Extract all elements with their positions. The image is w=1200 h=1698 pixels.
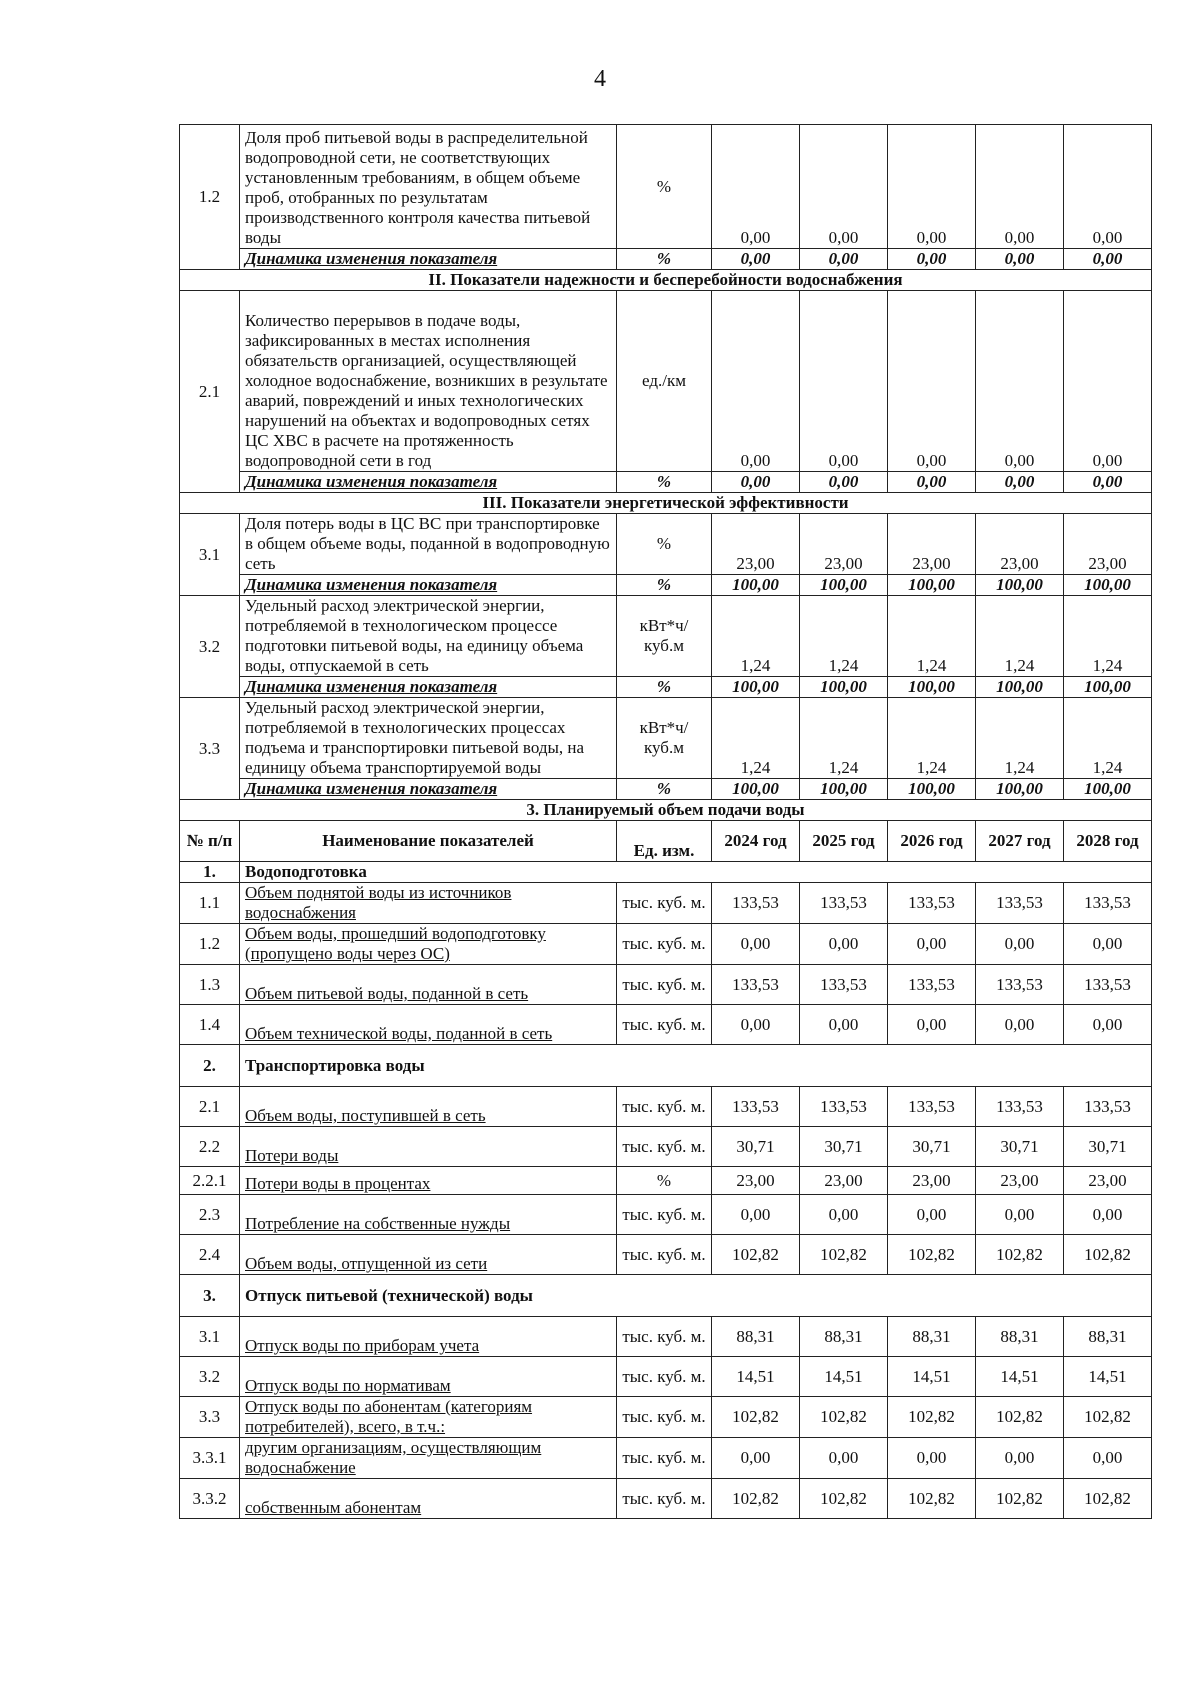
indicator-row (180, 698, 1152, 779)
volume-row (180, 1397, 1152, 1438)
row-name: другим организациям, осуществляющим водоснабжение (240, 1438, 617, 1479)
row-value: 0,00 (1064, 1438, 1152, 1479)
volume-row (180, 1479, 1152, 1519)
volume-row (180, 1127, 1152, 1167)
dynamics-value: 0,00 (712, 249, 800, 270)
dynamics-unit: % (617, 249, 712, 270)
row-value: 0,00 (888, 1438, 976, 1479)
indicator-name: Удельный расход электрической энергии, потребляемой в технологическом процессе подготовки питьевой воды, на единицу объема воды, отпускаемой в сеть (240, 596, 617, 677)
row-unit: тыс. куб. м. (617, 1479, 712, 1519)
row-unit: % (617, 1167, 712, 1195)
dynamics-row (180, 472, 1152, 493)
row-name: собственным абонентам (240, 1479, 617, 1519)
dynamics-unit: % (617, 677, 712, 698)
row-value: 30,71 (888, 1127, 976, 1167)
row-value: 133,53 (800, 965, 888, 1005)
header-name: Наименование показателей (240, 821, 617, 862)
row-value: 0,00 (1064, 1005, 1152, 1045)
group-name: Транспортировка воды (240, 1045, 1152, 1087)
section-title: III. Показатели энергетической эффективности (180, 493, 1152, 514)
section-title: 3. Планируемый объем подачи воды (180, 800, 1152, 821)
indicator-row (180, 596, 1152, 677)
dynamics-unit: % (617, 472, 712, 493)
header-year: 2028 год (1064, 821, 1152, 862)
row-value: 0,00 (976, 1195, 1064, 1235)
dynamics-value: 100,00 (800, 575, 888, 596)
indicator-number: 3.3 (180, 698, 240, 800)
row-value: 133,53 (888, 965, 976, 1005)
header-year: 2027 год (976, 821, 1064, 862)
dynamics-label: Динамика изменения показателя (240, 472, 617, 493)
indicator-number: 1.2 (180, 125, 240, 270)
dynamics-value: 100,00 (800, 677, 888, 698)
row-number: 2.3 (180, 1195, 240, 1235)
row-value: 23,00 (976, 1167, 1064, 1195)
row-value: 102,82 (1064, 1397, 1152, 1438)
row-value: 14,51 (976, 1357, 1064, 1397)
row-value: 88,31 (976, 1317, 1064, 1357)
row-value: 102,82 (888, 1479, 976, 1519)
indicator-unit: кВт*ч/ куб.м (617, 596, 712, 677)
row-name: Потери воды в процентах (240, 1167, 617, 1195)
indicator-value: 0,00 (976, 125, 1064, 249)
dynamics-value: 100,00 (712, 779, 800, 800)
dynamics-value: 0,00 (1064, 472, 1152, 493)
indicator-name: Доля проб питьевой воды в распределительной водопроводной сети, не соответствующих установленным требованиям, в общем объеме проб, отобранных по результатам производственного контроля качества питьевой воды (240, 125, 617, 249)
row-value: 23,00 (888, 1167, 976, 1195)
row-value: 30,71 (976, 1127, 1064, 1167)
indicator-value: 1,24 (888, 698, 976, 779)
row-value: 88,31 (800, 1317, 888, 1357)
row-unit: тыс. куб. м. (617, 924, 712, 965)
dynamics-value: 100,00 (1064, 779, 1152, 800)
indicator-name: Количество перерывов в подаче воды, зафиксированных в местах исполнения обязательств организацией, осуществляющей холодное водоснабжение, возникших в результате аварий, повреждений и иных технологических нарушений на объектах и водопроводных сетях ЦС ХВС в расчете на протяженность водопроводной сети в год (240, 291, 617, 472)
row-value: 133,53 (800, 1087, 888, 1127)
section-heading (180, 493, 1152, 514)
row-value: 88,31 (1064, 1317, 1152, 1357)
indicator-value: 1,24 (800, 698, 888, 779)
indicator-value: 23,00 (800, 514, 888, 575)
row-value: 102,82 (976, 1235, 1064, 1275)
row-unit: тыс. куб. м. (617, 883, 712, 924)
dynamics-unit: % (617, 779, 712, 800)
volume-row (180, 1167, 1152, 1195)
row-number: 3.1 (180, 1317, 240, 1357)
dynamics-row (180, 575, 1152, 596)
indicator-number: 2.1 (180, 291, 240, 493)
row-value: 133,53 (976, 883, 1064, 924)
row-name: Отпуск воды по абонентам (категориям потребителей), всего, в т.ч.: (240, 1397, 617, 1438)
header-unit: Ед. изм. (617, 821, 712, 862)
header-year: 2025 год (800, 821, 888, 862)
dynamics-unit: % (617, 575, 712, 596)
indicator-value: 1,24 (888, 596, 976, 677)
row-value: 0,00 (976, 1005, 1064, 1045)
row-value: 102,82 (976, 1397, 1064, 1438)
dynamics-value: 100,00 (712, 575, 800, 596)
row-value: 102,82 (712, 1235, 800, 1275)
indicator-value: 0,00 (976, 291, 1064, 472)
group-name: Отпуск питьевой (технической) воды (240, 1275, 1152, 1317)
row-value: 0,00 (712, 924, 800, 965)
row-number: 2.2.1 (180, 1167, 240, 1195)
row-value: 0,00 (800, 924, 888, 965)
row-value: 102,82 (1064, 1235, 1152, 1275)
indicator-value: 1,24 (976, 698, 1064, 779)
indicator-number: 3.2 (180, 596, 240, 698)
indicator-value: 0,00 (800, 125, 888, 249)
indicator-value: 1,24 (712, 698, 800, 779)
indicator-value: 0,00 (712, 125, 800, 249)
group-number: 3. (180, 1275, 240, 1317)
dynamics-value: 0,00 (976, 249, 1064, 270)
row-unit: тыс. куб. м. (617, 1087, 712, 1127)
row-name: Объем воды, поступившей в сеть (240, 1087, 617, 1127)
row-value: 133,53 (976, 965, 1064, 1005)
row-value: 133,53 (976, 1087, 1064, 1127)
row-value: 23,00 (800, 1167, 888, 1195)
row-value: 88,31 (888, 1317, 976, 1357)
volume-row (180, 1357, 1152, 1397)
indicator-number: 3.1 (180, 514, 240, 596)
dynamics-value: 100,00 (976, 677, 1064, 698)
indicator-value: 1,24 (1064, 596, 1152, 677)
row-value: 30,71 (1064, 1127, 1152, 1167)
indicator-value: 0,00 (888, 125, 976, 249)
indicator-value: 23,00 (712, 514, 800, 575)
indicator-unit: ед./км (617, 291, 712, 472)
dynamics-value: 0,00 (800, 472, 888, 493)
row-unit: тыс. куб. м. (617, 1357, 712, 1397)
dynamics-value: 100,00 (888, 779, 976, 800)
row-value: 23,00 (712, 1167, 800, 1195)
indicator-value: 0,00 (800, 291, 888, 472)
row-unit: тыс. куб. м. (617, 1127, 712, 1167)
row-value: 0,00 (888, 1195, 976, 1235)
row-value: 0,00 (800, 1438, 888, 1479)
row-value: 0,00 (888, 924, 976, 965)
row-value: 0,00 (712, 1195, 800, 1235)
indicator-value: 1,24 (800, 596, 888, 677)
row-value: 23,00 (1064, 1167, 1152, 1195)
row-value: 0,00 (712, 1438, 800, 1479)
indicator-value: 1,24 (976, 596, 1064, 677)
dynamics-row (180, 249, 1152, 270)
row-value: 0,00 (800, 1195, 888, 1235)
row-value: 102,82 (800, 1479, 888, 1519)
row-name: Отпуск воды по приборам учета (240, 1317, 617, 1357)
row-value: 88,31 (712, 1317, 800, 1357)
dynamics-label: Динамика изменения показателя (240, 575, 617, 596)
row-value: 133,53 (800, 883, 888, 924)
dynamics-label: Динамика изменения показателя (240, 677, 617, 698)
row-value: 133,53 (888, 1087, 976, 1127)
row-value: 133,53 (1064, 883, 1152, 924)
row-value: 102,82 (1064, 1479, 1152, 1519)
page-number: 4 (594, 66, 606, 92)
volume-row (180, 1195, 1152, 1235)
row-value: 0,00 (712, 1005, 800, 1045)
row-unit: тыс. куб. м. (617, 1195, 712, 1235)
group-number: 1. (180, 862, 240, 883)
indicator-value: 23,00 (1064, 514, 1152, 575)
row-value: 0,00 (888, 1005, 976, 1045)
dynamics-value: 0,00 (712, 472, 800, 493)
row-value: 30,71 (800, 1127, 888, 1167)
indicator-value: 23,00 (976, 514, 1064, 575)
row-name: Объем питьевой воды, поданной в сеть (240, 965, 617, 1005)
row-value: 0,00 (800, 1005, 888, 1045)
row-value: 133,53 (712, 883, 800, 924)
volume-row (180, 1235, 1152, 1275)
indicator-value: 0,00 (1064, 125, 1152, 249)
row-name: Объем воды, прошедший водоподготовку (пропущено воды через ОС) (240, 924, 617, 965)
volume-row (180, 1005, 1152, 1045)
row-number: 1.4 (180, 1005, 240, 1045)
header-year: 2026 год (888, 821, 976, 862)
indicator-value: 0,00 (712, 291, 800, 472)
dynamics-label: Динамика изменения показателя (240, 249, 617, 270)
row-number: 2.4 (180, 1235, 240, 1275)
dynamics-value: 100,00 (712, 677, 800, 698)
indicator-value: 0,00 (1064, 291, 1152, 472)
volume-row (180, 965, 1152, 1005)
row-number: 2.2 (180, 1127, 240, 1167)
indicator-row (180, 514, 1152, 575)
row-value: 14,51 (712, 1357, 800, 1397)
indicator-name: Доля потерь воды в ЦС ВС при транспортировке в общем объеме воды, поданной в водопроводную сеть (240, 514, 617, 575)
section-heading (180, 800, 1152, 821)
indicator-value: 1,24 (1064, 698, 1152, 779)
dynamics-value: 100,00 (800, 779, 888, 800)
row-unit: тыс. куб. м. (617, 1317, 712, 1357)
row-name: Потери воды (240, 1127, 617, 1167)
row-value: 102,82 (800, 1397, 888, 1438)
dynamics-value: 0,00 (888, 472, 976, 493)
volume-row (180, 1317, 1152, 1357)
row-value: 14,51 (1064, 1357, 1152, 1397)
row-value: 102,82 (712, 1479, 800, 1519)
section-heading (180, 270, 1152, 291)
section-title: II. Показатели надежности и бесперебойности водоснабжения (180, 270, 1152, 291)
dynamics-value: 0,00 (1064, 249, 1152, 270)
row-number: 1.2 (180, 924, 240, 965)
indicator-value: 0,00 (888, 291, 976, 472)
dynamics-value: 0,00 (888, 249, 976, 270)
row-value: 102,82 (712, 1397, 800, 1438)
indicator-row (180, 291, 1152, 472)
row-value: 0,00 (1064, 924, 1152, 965)
row-number: 3.2 (180, 1357, 240, 1397)
row-number: 3.3.1 (180, 1438, 240, 1479)
volume-row (180, 1438, 1152, 1479)
group-row (180, 1275, 1152, 1317)
row-value: 133,53 (888, 883, 976, 924)
row-value: 0,00 (1064, 1195, 1152, 1235)
row-number: 3.3 (180, 1397, 240, 1438)
row-value: 102,82 (888, 1397, 976, 1438)
indicator-unit: % (617, 125, 712, 249)
row-name: Объем воды, отпущенной из сети (240, 1235, 617, 1275)
indicator-unit: кВт*ч/ куб.м (617, 698, 712, 779)
row-name: Потребление на собственные нужды (240, 1195, 617, 1235)
row-value: 133,53 (1064, 965, 1152, 1005)
volume-header-row (180, 821, 1152, 862)
group-name: Водоподготовка (240, 862, 1152, 883)
row-unit: тыс. куб. м. (617, 1235, 712, 1275)
row-unit: тыс. куб. м. (617, 1005, 712, 1045)
row-value: 0,00 (976, 1438, 1064, 1479)
dynamics-value: 0,00 (800, 249, 888, 270)
row-value: 133,53 (712, 965, 800, 1005)
indicator-unit: % (617, 514, 712, 575)
row-unit: тыс. куб. м. (617, 965, 712, 1005)
row-unit: тыс. куб. м. (617, 1438, 712, 1479)
row-name: Объем технической воды, поданной в сеть (240, 1005, 617, 1045)
row-value: 30,71 (712, 1127, 800, 1167)
dynamics-value: 0,00 (976, 472, 1064, 493)
row-number: 2.1 (180, 1087, 240, 1127)
indicators-table (179, 124, 1152, 1519)
row-value: 102,82 (800, 1235, 888, 1275)
row-unit: тыс. куб. м. (617, 1397, 712, 1438)
row-number: 1.3 (180, 965, 240, 1005)
row-value: 14,51 (888, 1357, 976, 1397)
volume-row (180, 924, 1152, 965)
row-name: Отпуск воды по нормативам (240, 1357, 617, 1397)
dynamics-value: 100,00 (1064, 677, 1152, 698)
indicator-row (180, 125, 1152, 249)
row-value: 0,00 (976, 924, 1064, 965)
dynamics-value: 100,00 (976, 779, 1064, 800)
row-value: 14,51 (800, 1357, 888, 1397)
group-row (180, 862, 1152, 883)
indicator-value: 23,00 (888, 514, 976, 575)
row-value: 102,82 (976, 1479, 1064, 1519)
row-value: 102,82 (888, 1235, 976, 1275)
header-number: № п/п (180, 821, 240, 862)
group-number: 2. (180, 1045, 240, 1087)
row-number: 3.3.2 (180, 1479, 240, 1519)
dynamics-value: 100,00 (1064, 575, 1152, 596)
row-name: Объем поднятой воды из источников водоснабжения (240, 883, 617, 924)
dynamics-value: 100,00 (888, 677, 976, 698)
header-year: 2024 год (712, 821, 800, 862)
group-row (180, 1045, 1152, 1087)
row-value: 133,53 (712, 1087, 800, 1127)
row-value: 133,53 (1064, 1087, 1152, 1127)
dynamics-value: 100,00 (976, 575, 1064, 596)
indicator-name: Удельный расход электрической энергии, потребляемой в технологических процессах подъема и транспортировки питьевой воды, на единицу объема транспортируемой воды (240, 698, 617, 779)
row-number: 1.1 (180, 883, 240, 924)
indicator-value: 1,24 (712, 596, 800, 677)
dynamics-row (180, 677, 1152, 698)
volume-row (180, 1087, 1152, 1127)
dynamics-value: 100,00 (888, 575, 976, 596)
dynamics-label: Динамика изменения показателя (240, 779, 617, 800)
dynamics-row (180, 779, 1152, 800)
volume-row (180, 883, 1152, 924)
